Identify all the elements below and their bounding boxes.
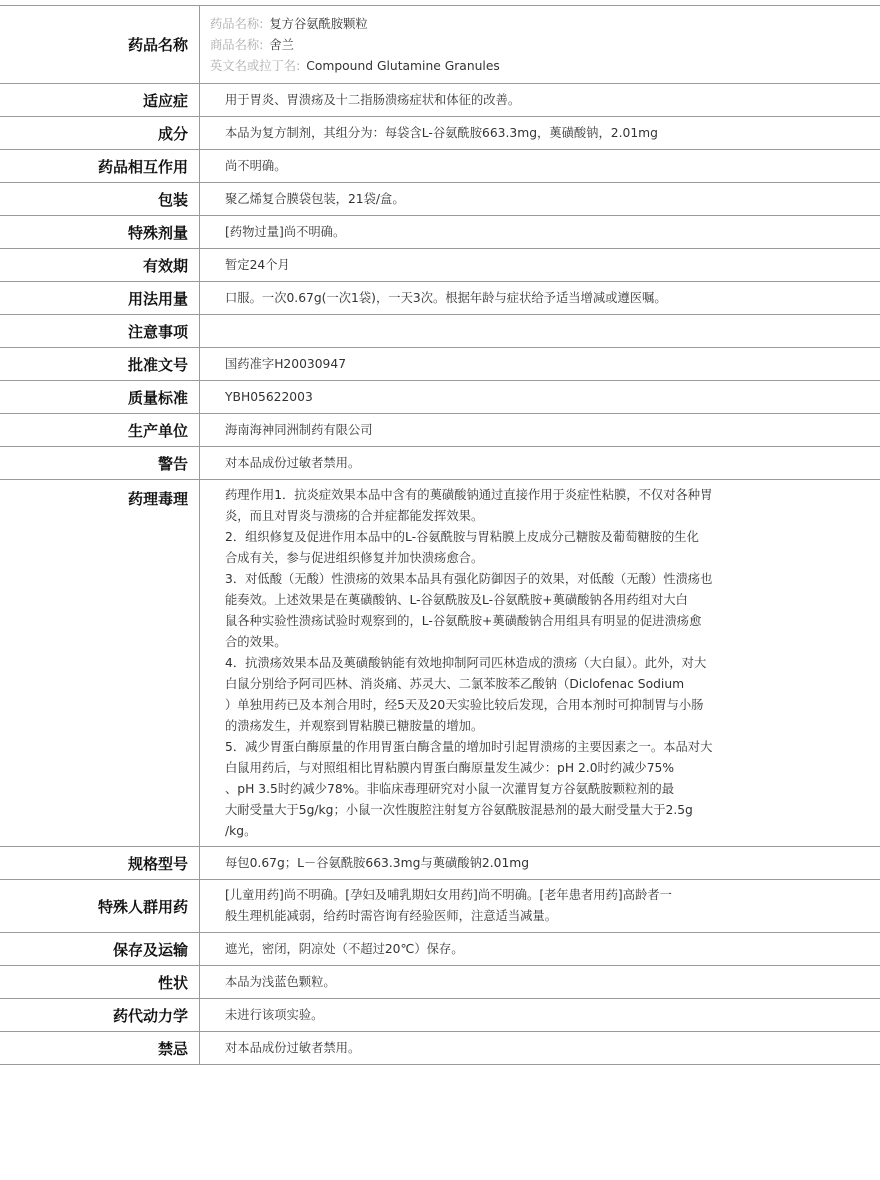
table-row [0,348,880,381]
table-row [0,414,880,447]
table-row [0,480,880,847]
value-line: 大耐受量大于5g/kg；小鼠一次性腹腔注射复方谷氨酰胺混悬剂的最大耐受量大于2.5g [225,803,693,817]
value-line: /kg。 [225,824,257,838]
table-row [0,249,880,282]
value-line: 合成有关，参与促进组织修复并加快溃疡愈合。 [225,551,484,565]
row-label: 有效期 [0,249,200,281]
row-value [200,315,880,347]
row-value [200,381,880,413]
value-line: 海南海神同洲制药有限公司 [225,422,373,437]
value-line: 遮光，密闭，阴凉处（不超过20℃）保存。 [225,941,464,956]
row-value [200,117,880,149]
table-row [0,999,880,1032]
value-line: 口服。一次0.67g(一次1袋)，一天3次。根据年龄与症状给予适当增减或遵医嘱。 [225,290,667,305]
table-row [0,150,880,183]
table-row [0,880,880,933]
row-value [200,150,880,182]
value-line: ）单独用药已及本剂合用时，经5天及20天实验比较后发现，合用本剂时可抑制胃与小肠 [225,698,704,712]
table-row [0,847,880,880]
value-line: 尚不明确。 [225,158,287,173]
table-row [0,315,880,348]
value-line: 对本品成份过敏者禁用。 [225,1040,361,1055]
drug-info-table [0,5,880,1065]
value-line: 5．减少胃蛋白酶原量的作用胃蛋白酶含量的增加时引起胃溃疡的主要因素之一。本品对大 [225,740,713,754]
value-line: 用于胃炎、胃溃疡及十二指肠溃疡症状和体征的改善。 [225,92,521,107]
row-value [200,1032,880,1064]
value-line: 、pH 3.5时约减少78%。非临床毒理研究对小鼠一次灌胃复方谷氨酰胺颗粒剂的最 [225,782,675,796]
row-value [200,480,880,846]
value-line: 药理作用1．抗炎症效果本品中含有的薁磺酸钠通过直接作用于炎症性粘膜，不仅对各种胃 [225,488,713,502]
value-line: 能奏效。上述效果是在薁磺酸钠、L-谷氨酰胺及L-谷氨酰胺+薁磺酸钠各用药组对大白 [225,593,688,607]
row-label: 药品相互作用 [0,150,200,182]
row-label: 包装 [0,183,200,215]
row-label: 保存及运输 [0,933,200,965]
row-names [0,6,880,84]
row-value [200,183,880,215]
value-line: 4．抗溃疡效果本品及薁磺酸钠能有效地抑制阿司匹林造成的溃疡（大白鼠）。此外，对大 [225,656,707,670]
generic-name-value: 复方谷氨酰胺颗粒 [269,17,368,31]
value-line: 每包0.67g；L－谷氨酰胺663.3mg与薁磺酸钠2.01mg [225,855,530,870]
value-line: 3．对低酸（无酸）性溃疡的效果本品具有强化防御因子的效果，对低酸（无酸）性溃疡也 [225,572,713,586]
table-row [0,216,880,249]
table-row [0,282,880,315]
generic-name-key: 药品名称: [210,17,264,31]
value-line: 国药准字H20030947 [225,356,347,371]
value-line: 炎，而且对胃炎与溃疡的合并症都能发挥效果。 [225,509,484,523]
row-value [200,966,880,998]
value-line: 合的效果。 [225,635,287,649]
row-label: 特殊人群用药 [0,880,200,932]
row-label: 禁忌 [0,1032,200,1064]
value-line: [药物过量]尚不明确。 [225,224,346,239]
row-label: 生产单位 [0,414,200,446]
row-label: 规格型号 [0,847,200,879]
value-line: YBH05622003 [225,389,313,404]
row-value [200,348,880,380]
row-label: 药品名称 [0,6,200,83]
value-line: 2．组织修复及促进作用本品中的L-谷氨酰胺与胃粘膜上皮成分己糖胺及葡萄糖胺的生化 [225,530,699,544]
value-line: 聚乙烯复合膜袋包装，21袋/盒。 [225,191,405,206]
names-block [200,6,500,83]
english-name-key: 英文名或拉丁名: [210,59,301,73]
row-label: 药代动力学 [0,999,200,1031]
value-line: 未进行该项实验。 [225,1007,324,1022]
row-value [200,847,880,879]
row-label: 质量标准 [0,381,200,413]
row-value [200,447,880,479]
value-line: 白鼠用药后，与对照组相比胃粘膜内胃蛋白酶原量发生减少：pH 2.0时约减少75% [225,761,675,775]
trade-name-value: 舍兰 [269,38,294,52]
row-value [200,216,880,248]
table-row [0,381,880,414]
table-row [0,933,880,966]
value-line: 本品为浅蓝色颗粒。 [225,974,336,989]
value-line: 对本品成份过敏者禁用。 [225,455,361,470]
table-row [0,117,880,150]
row-value [200,249,880,281]
table-row [0,966,880,999]
table-body [0,84,880,1065]
row-value [200,414,880,446]
value-line: 本品为复方制剂，其组分为：每袋含L-谷氨酰胺663.3mg，薁磺酸钠，2.01mg [225,125,658,140]
row-label: 特殊剂量 [0,216,200,248]
trade-name-key: 商品名称: [210,38,264,52]
table-row [0,447,880,480]
value-line: 白鼠分别给予阿司匹林、消炎痛、苏灵大、二氯苯胺苯乙酸钠（Diclofenac Sodium [225,677,685,691]
row-label: 成分 [0,117,200,149]
value-line: 鼠各种实验性溃疡试验时观察到的，L-谷氨酰胺+薁磺酸钠合用组具有明显的促进溃疡愈 [225,614,702,628]
row-label: 用法用量 [0,282,200,314]
row-label: 适应症 [0,84,200,116]
table-row [0,183,880,216]
row-label: 警告 [0,447,200,479]
value-line: 般生理机能减弱，给药时需咨询有经验医师，注意适当减量。 [225,909,558,923]
row-label: 批准文号 [0,348,200,380]
row-label: 药理毒理 [0,480,200,846]
row-value [200,880,880,932]
row-value [200,84,880,116]
table-row [0,84,880,117]
table-row [0,1032,880,1065]
value-line: 的溃疡发生，并观察到胃粘膜已糖胺量的增加。 [225,719,484,733]
value-line: [儿童用药]尚不明确。[孕妇及哺乳期妇女用药]尚不明确。[老年患者用药]高龄者一 [225,888,672,902]
row-label: 注意事项 [0,315,200,347]
value-line: 暂定24个月 [225,257,290,272]
row-label: 性状 [0,966,200,998]
row-value [200,282,880,314]
row-value [200,999,880,1031]
row-value [200,933,880,965]
english-name-value: Compound Glutamine Granules [306,59,500,73]
